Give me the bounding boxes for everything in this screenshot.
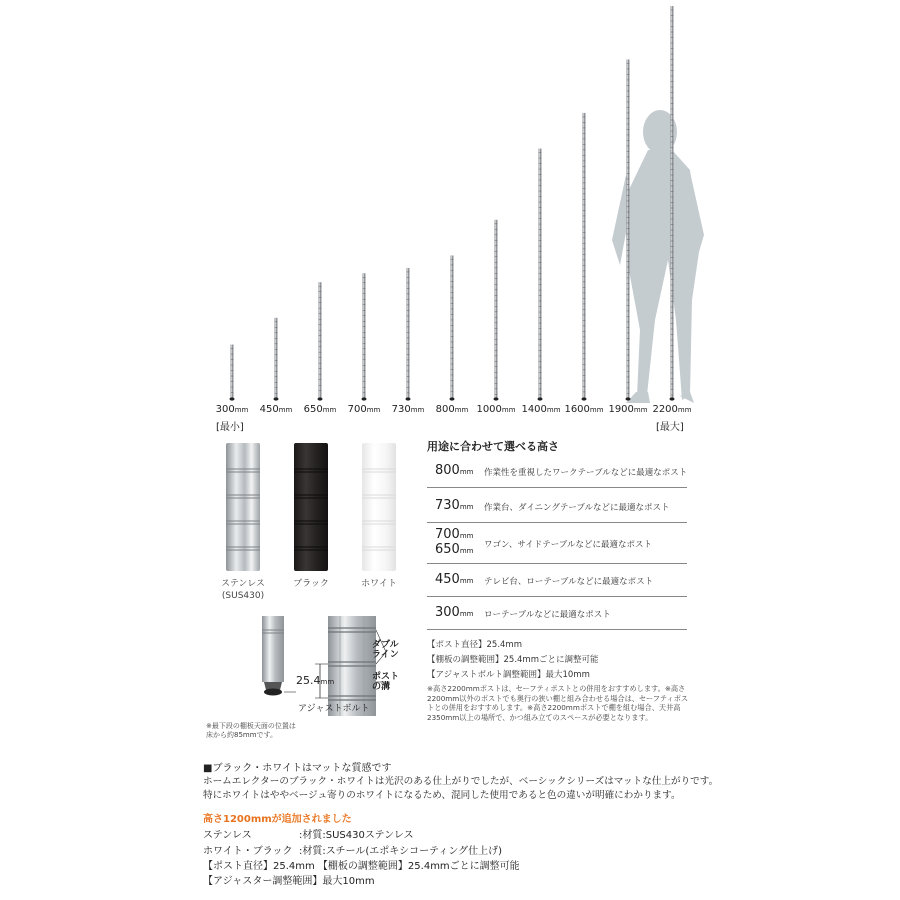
post-height-label: 1600mm <box>564 404 604 415</box>
post-1400 <box>538 149 543 401</box>
max-label: [最大] <box>656 422 684 433</box>
post-1600 <box>582 113 587 401</box>
post-height-label: 800mm <box>435 404 469 415</box>
matte-heading: ■ブラック・ホワイトはマットな質感です <box>203 763 392 774</box>
stainless-post-sample <box>226 443 260 571</box>
post-height-label: 300mm <box>215 404 249 415</box>
posts-group <box>230 6 675 401</box>
post-800 <box>450 255 455 400</box>
black-post-sample <box>294 443 328 571</box>
matte-desc-1: ホームエレクターのブラック・ホワイトは光沢のある仕上がりでしたが、ベーシックシリーズはマットな仕上がりです。 <box>203 776 719 787</box>
post-height-label: 1400mm <box>521 404 561 415</box>
post-300 <box>230 345 235 401</box>
spec-shelf-adjust: 【棚板の調整範囲】25.4mmごとに調整可能 <box>427 655 599 665</box>
post-height-label: 1000mm <box>476 404 516 415</box>
height-guide-title: 用途に合わせて選べる高さ <box>427 440 559 453</box>
guide-row-700-650: 700mm 650mm ワゴン、サイドテーブルなどに最適なポスト <box>427 523 687 564</box>
post-450 <box>274 318 279 401</box>
guide-row-800: 800mm 作業性を重視したワークテーブルなどに最適なポスト <box>427 454 687 488</box>
guide-row-300: 300mm ローテーブルなどに最適なポスト <box>427 597 687 630</box>
post-groove-lines <box>226 443 260 571</box>
post-700 <box>362 273 367 400</box>
pitch-label: 25.4mm <box>296 674 335 687</box>
safety-note: ※高さ2200mmポストは、セーフティポストとの併用をおすすめします。※高さ2200mm以外のポストでも奥行の狭い棚と組み合わせる場合は、セーフティポストとの併用をおすすめします。※高さ2200mmポストで棚を組む場合、天井高2350mm以上の場所で、かつ組み立てのスペースが必要となります。 <box>427 684 689 722</box>
bottom-spec-1: 【ポスト直径】25.4mm 【棚板の調整範囲】25.4mmごとに調整可能 <box>203 861 520 872</box>
matte-desc-2: 特にホワイトはややベージュ寄りのホワイトになるため、混同した使用であると色の違いが明確にわかります。 <box>203 790 681 801</box>
min-label: [最小] <box>216 422 244 433</box>
person-silhouette <box>612 110 704 403</box>
bottom-spec-2: 【アジャスター調整範囲】最大10mm <box>203 876 375 887</box>
added-height-notice: 高さ1200mmが追加されました <box>203 814 352 825</box>
floor-height-note: ※最下段の棚板天面の位置は 床から約85mmです。 <box>206 722 296 739</box>
post-groove-lines <box>294 443 328 571</box>
post-1000 <box>494 220 499 401</box>
guide-row-730: 730mm 作業台、ダイニングテーブルなどに最適なポスト <box>427 488 687 523</box>
double-line-label: ダブル ライン <box>372 640 399 660</box>
post-height-label: 2200mm <box>652 404 692 415</box>
post-height-label: 730mm <box>391 404 425 415</box>
post-height-lineup <box>0 0 900 440</box>
post-height-label: 700mm <box>347 404 381 415</box>
guide-row-450: 450mm テレビ台、ローテーブルなどに最適なポスト <box>427 564 687 597</box>
post-groove-lines <box>362 443 396 571</box>
post-height-label: 1900mm <box>608 404 648 415</box>
post-height-label: 450mm <box>259 404 293 415</box>
groove-label: ポスト の溝 <box>372 672 400 692</box>
material-row-coated: ホワイト・ブラック :材質:スチール(エポキシコーティング仕上げ) <box>203 846 503 857</box>
adjuster-bolt-label: アジャストボルト <box>298 704 370 714</box>
spec-post-diameter: 【ポスト直径】25.4mm <box>427 640 522 650</box>
material-row-stainless: ステンレス :材質:SUS430ステンレス <box>203 830 414 841</box>
spec-adjust-bolt: 【アジャストボルト調整範囲】最大10mm <box>427 670 590 680</box>
post-lineup-graphic <box>0 0 900 440</box>
finish-caption-white: ホワイト <box>361 579 397 589</box>
finish-caption-stainless: ステンレス (SUS430) <box>221 579 265 601</box>
post-730 <box>406 268 411 401</box>
post-650 <box>318 282 323 400</box>
post-height-label: 650mm <box>303 404 337 415</box>
white-post-sample <box>362 443 396 571</box>
finish-caption-black: ブラック <box>293 579 329 589</box>
